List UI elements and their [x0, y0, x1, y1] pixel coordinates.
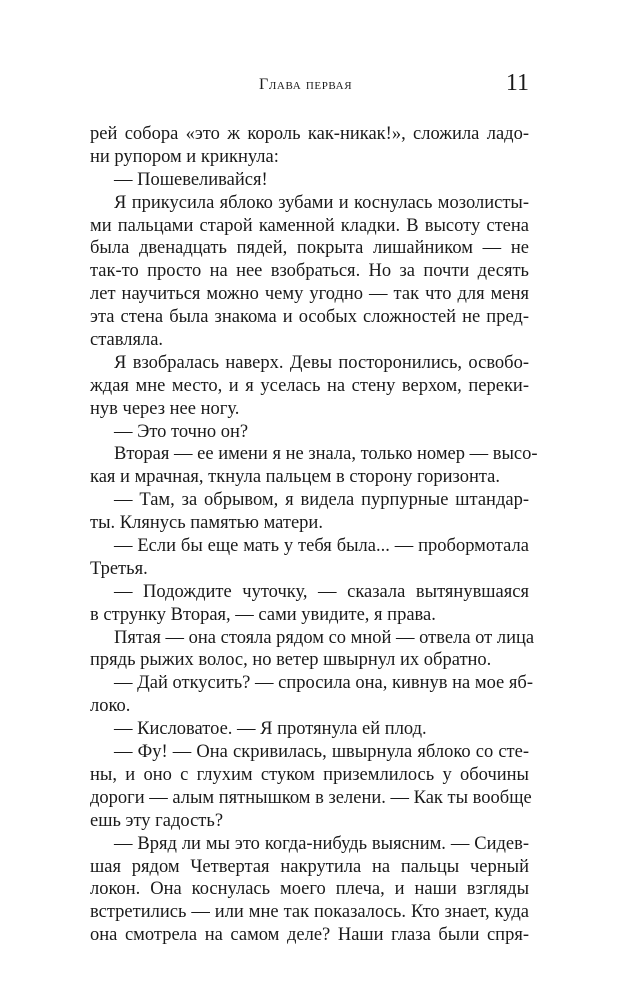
text-line: — Фу! — Она скривилась, швырнула яблоко со сте-: [114, 742, 529, 763]
text-line: прядь рыжих волос, но ветер швырнул их обратно.: [90, 650, 492, 671]
text-line: кая и мрачная, ткнула пальцем в сторону горизонта.: [90, 467, 501, 488]
text-line: встретились — или мне так показалось. Кто знает, куда: [90, 902, 529, 923]
text-line: — Дай откусить? — спросила она, кивнув на мое яб-: [114, 673, 533, 694]
text-line: эта стена была знакома и особых сложностей не пред-: [90, 307, 529, 328]
text-line: — Подождите чуточку, — сказала вытянувшаяся: [114, 581, 529, 602]
text-line: локо.: [90, 696, 131, 717]
text-line: — Там, за обрывом, я видела пурпурные штандар-: [114, 490, 529, 511]
text-line: — Вряд ли мы это когда-нибудь выясним. — Сидев-: [114, 833, 529, 854]
text-line: была двенадцать пядей, покрыта лишайником — не: [90, 238, 529, 259]
chapter-running-head: Глава первая: [259, 76, 353, 93]
text-line: Третья.: [90, 558, 148, 579]
text-line: рей собора «это ж король как-никак!», сложила ладо-: [90, 124, 529, 144]
text-line: ждая мне место, и я уселась на стену верхом, переки-: [90, 375, 529, 396]
text-line: ты. Клянусь памятью матери.: [90, 513, 323, 534]
text-line: Пятая — она стояла рядом со мной — отвела от лица: [114, 627, 535, 648]
text-line: Вторая — ее имени я не знала, только номер — высо-: [114, 444, 538, 465]
text-line: Я прикусила яблоко зубами и коснулась мозолисты-: [114, 192, 529, 213]
page-number: 11: [505, 70, 529, 96]
text-line: шая рядом Четвертая накрутила на пальцы черный: [90, 856, 529, 877]
text-line: ми пальцами старой каменной кладки. В высоту стена: [90, 215, 529, 236]
text-line: — Это точно он?: [114, 421, 249, 442]
text-line: в струнку Вторая, — сами увидите, я права.: [90, 604, 436, 625]
text-line: она смотрела на самом деле? Наши глаза были спря-: [90, 925, 529, 946]
body-text: [90, 123, 538, 947]
text-line: — Пошевеливайся!: [114, 169, 268, 190]
text-line: — Кисловатое. — Я протянула ей плод.: [114, 719, 427, 740]
text-line: ни рупором и крикнула:: [90, 146, 279, 167]
text-line: ешь эту гадость?: [90, 810, 224, 831]
text-line: Я взобралась наверх. Девы посторонились, освобо-: [114, 352, 529, 373]
text-line: нув через нее ногу.: [90, 398, 240, 419]
text-line: — Если бы еще мать у тебя была... — пробормотала: [114, 536, 529, 557]
text-line: ставляла.: [90, 330, 164, 351]
text-line: ны, и оно с глухим стуком приземлилось у обочины: [90, 764, 529, 785]
text-line: локон. Она коснулась моего плеча, и наши взгляды: [90, 879, 529, 900]
text-line: так-то просто на нее взобраться. Но за почти десять: [90, 261, 529, 282]
text-line: лет научиться можно чему угодно — так что для меня: [90, 284, 529, 305]
text-line: дороги — алым пятнышком в зелени. — Как ты вообще: [90, 787, 532, 808]
